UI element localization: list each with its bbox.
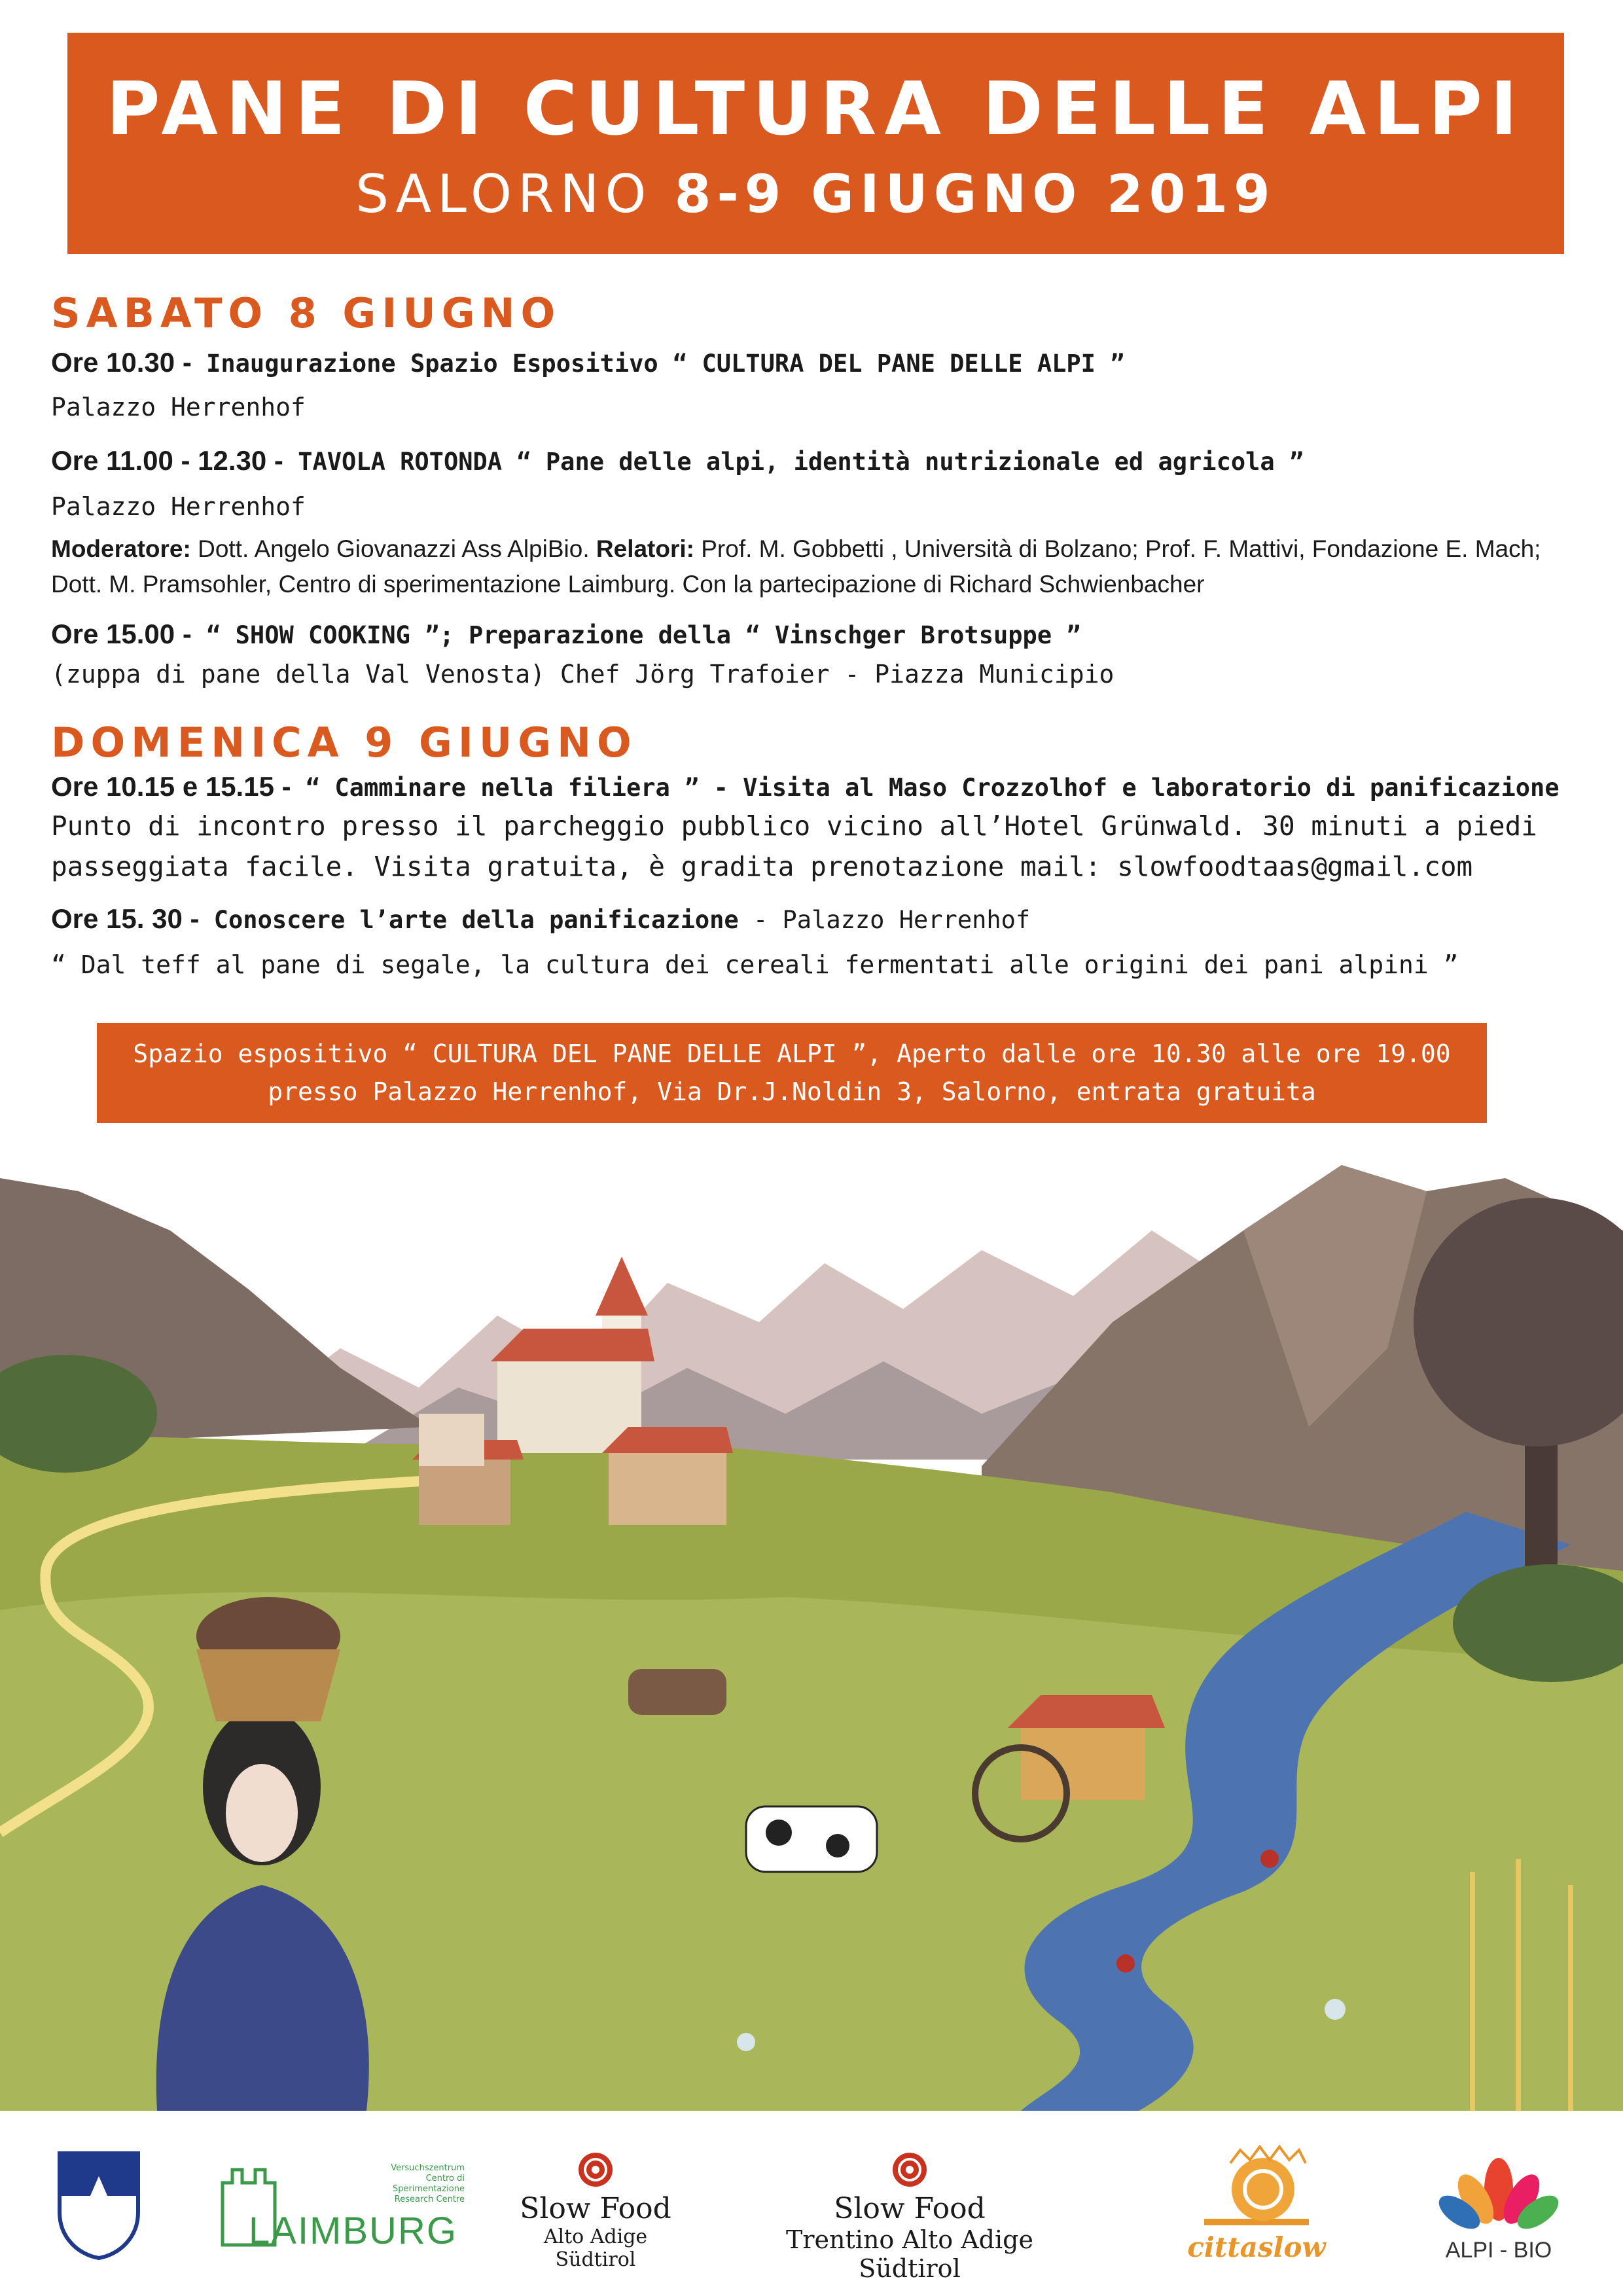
snail-icon <box>890 2150 929 2189</box>
sun-event-1-time: Ore 10.15 e 15.15 - <box>51 771 291 802</box>
sun-event-2-line <box>51 903 1030 935</box>
sponsor-logos <box>0 2111 1623 2296</box>
sat-event-3-title: “ SHOW COOKING ”; Preparazione della “ Vinschger Brotsuppe ” <box>191 621 1081 649</box>
slowfood-2-region: Trentino Alto Adige Südtirol <box>786 2225 1033 2283</box>
sat-event-2-speakers <box>51 531 1556 602</box>
moderator-label: Moderatore: <box>51 535 191 562</box>
sat-event-3-detail: (zuppa di pane della Val Venosta) Chef Jörg Trafoier - Piazza Municipio <box>51 660 1115 689</box>
slowfood-1-region: Alto Adige Südtirol <box>543 2225 648 2271</box>
slowfood-trentino-logo <box>740 2150 1080 2283</box>
laimburg-logo <box>216 2163 465 2255</box>
poster-subtitle <box>67 164 1564 224</box>
sat-event-2-line <box>51 445 1304 476</box>
moderator-text: Dott. Angelo Giovanazzi Ass AlpiBio. <box>190 535 596 562</box>
laimburg-small-1: Versuchszentrum <box>391 2163 465 2173</box>
sat-event-3-line <box>51 619 1081 650</box>
sun-event-1-line <box>51 771 1560 802</box>
sun-event-1-detail-1: Punto di incontro presso il parcheggio pubblico vicino all’Hotel Grünwald. 30 minuti a piedi <box>51 810 1537 842</box>
laimburg-small-2: Centro di Sperimentazione <box>392 2174 465 2194</box>
sun-event-2-time: Ore 15. 30 - <box>51 903 200 934</box>
snail-icon <box>576 2150 615 2189</box>
subtitle-place: SALORNO <box>355 164 652 224</box>
exhibition-banner <box>97 1023 1487 1123</box>
sunday-heading: DOMENICA 9 GIUGNO <box>51 719 637 766</box>
speakers-label: Relatori: <box>596 535 694 562</box>
poster-title: PANE DI CULTURA DELLE ALPI <box>106 67 1525 152</box>
sat-event-2-time: Ore 11.00 - 12.30 - <box>51 445 283 476</box>
sun-event-1-title: “ Camminare nella filiera ” - Visita al Maso Crozzolhof e laboratorio di panificazione <box>291 774 1560 802</box>
sat-event-1-title: Inaugurazione Spazio Espositivo “ CULTURA DEL PANE DELLE ALPI ” <box>191 350 1125 378</box>
sat-event-2-place: Palazzo Herrenhof <box>51 492 306 521</box>
cittaslow-name: cittaslow <box>1187 2231 1326 2263</box>
cittaslow-logo <box>1178 2137 1335 2263</box>
poster-header <box>67 33 1564 254</box>
sat-event-2-title: TAVOLA ROTONDA “ Pane delle alpi, identità nutrizionale ed agricola ” <box>283 448 1304 476</box>
sun-event-1-detail-2: passeggiata facile. Visita gratuita, è gradita prenotazione mail: slowfoodtaas@gmail.com <box>51 851 1473 882</box>
sun-event-2-place: - Palazzo Herrenhof <box>738 906 1031 934</box>
banner-line-1: Spazio espositivo “ CULTURA DEL PANE DELLE ALPI ”, Aperto dalle ore 10.30 alle ore 19.00 <box>133 1039 1451 1068</box>
cittaslow-snail-icon <box>1191 2137 1322 2235</box>
slowfood-1-name: Slow Food <box>520 2192 671 2225</box>
speakers-text: Prof. M. Gobbetti , Università di Bolzano; Prof. F. Mattivi, Fondazione E. Mach; Dott. M. Pramsohler, Centro di sperimentazione Laimburg. Con la partecipazione di Richard Schwienbacher <box>51 535 1541 598</box>
alpine-landscape-illustration <box>0 1152 1623 2111</box>
subtitle-dates: 8-9 GIUGNO 2019 <box>674 164 1276 224</box>
slowfood-2-name: Slow Food <box>834 2192 986 2225</box>
sat-event-1-place: Palazzo Herrenhof <box>51 393 306 422</box>
sun-event-2-quote: “ Dal teff al pane di segale, la cultura dei cereali fermentati alle origini dei pani alpini ” <box>51 950 1459 979</box>
alpibio-name: ALPI - BIO <box>1445 2238 1552 2263</box>
municipality-crest-icon <box>56 2150 141 2261</box>
sat-event-1-time: Ore 10.30 - <box>51 347 192 378</box>
sat-event-1-line <box>51 347 1124 378</box>
banner-line-2: presso Palazzo Herrenhof, Via Dr.J.Noldin 3, Salorno, entrata gratuita <box>268 1077 1316 1106</box>
laimburg-small-3: Research Centre <box>394 2195 465 2204</box>
sat-event-3-time: Ore 15.00 - <box>51 619 192 649</box>
saturday-heading: SABATO 8 GIUGNO <box>51 289 562 337</box>
sun-event-2-title: Conoscere l’arte della panificazione <box>199 906 739 934</box>
lotus-icon <box>1433 2144 1564 2235</box>
alpibio-logo <box>1420 2144 1577 2263</box>
slowfood-alto-adige-logo <box>504 2150 687 2271</box>
laimburg-name: LAIMBURG <box>249 2210 457 2252</box>
